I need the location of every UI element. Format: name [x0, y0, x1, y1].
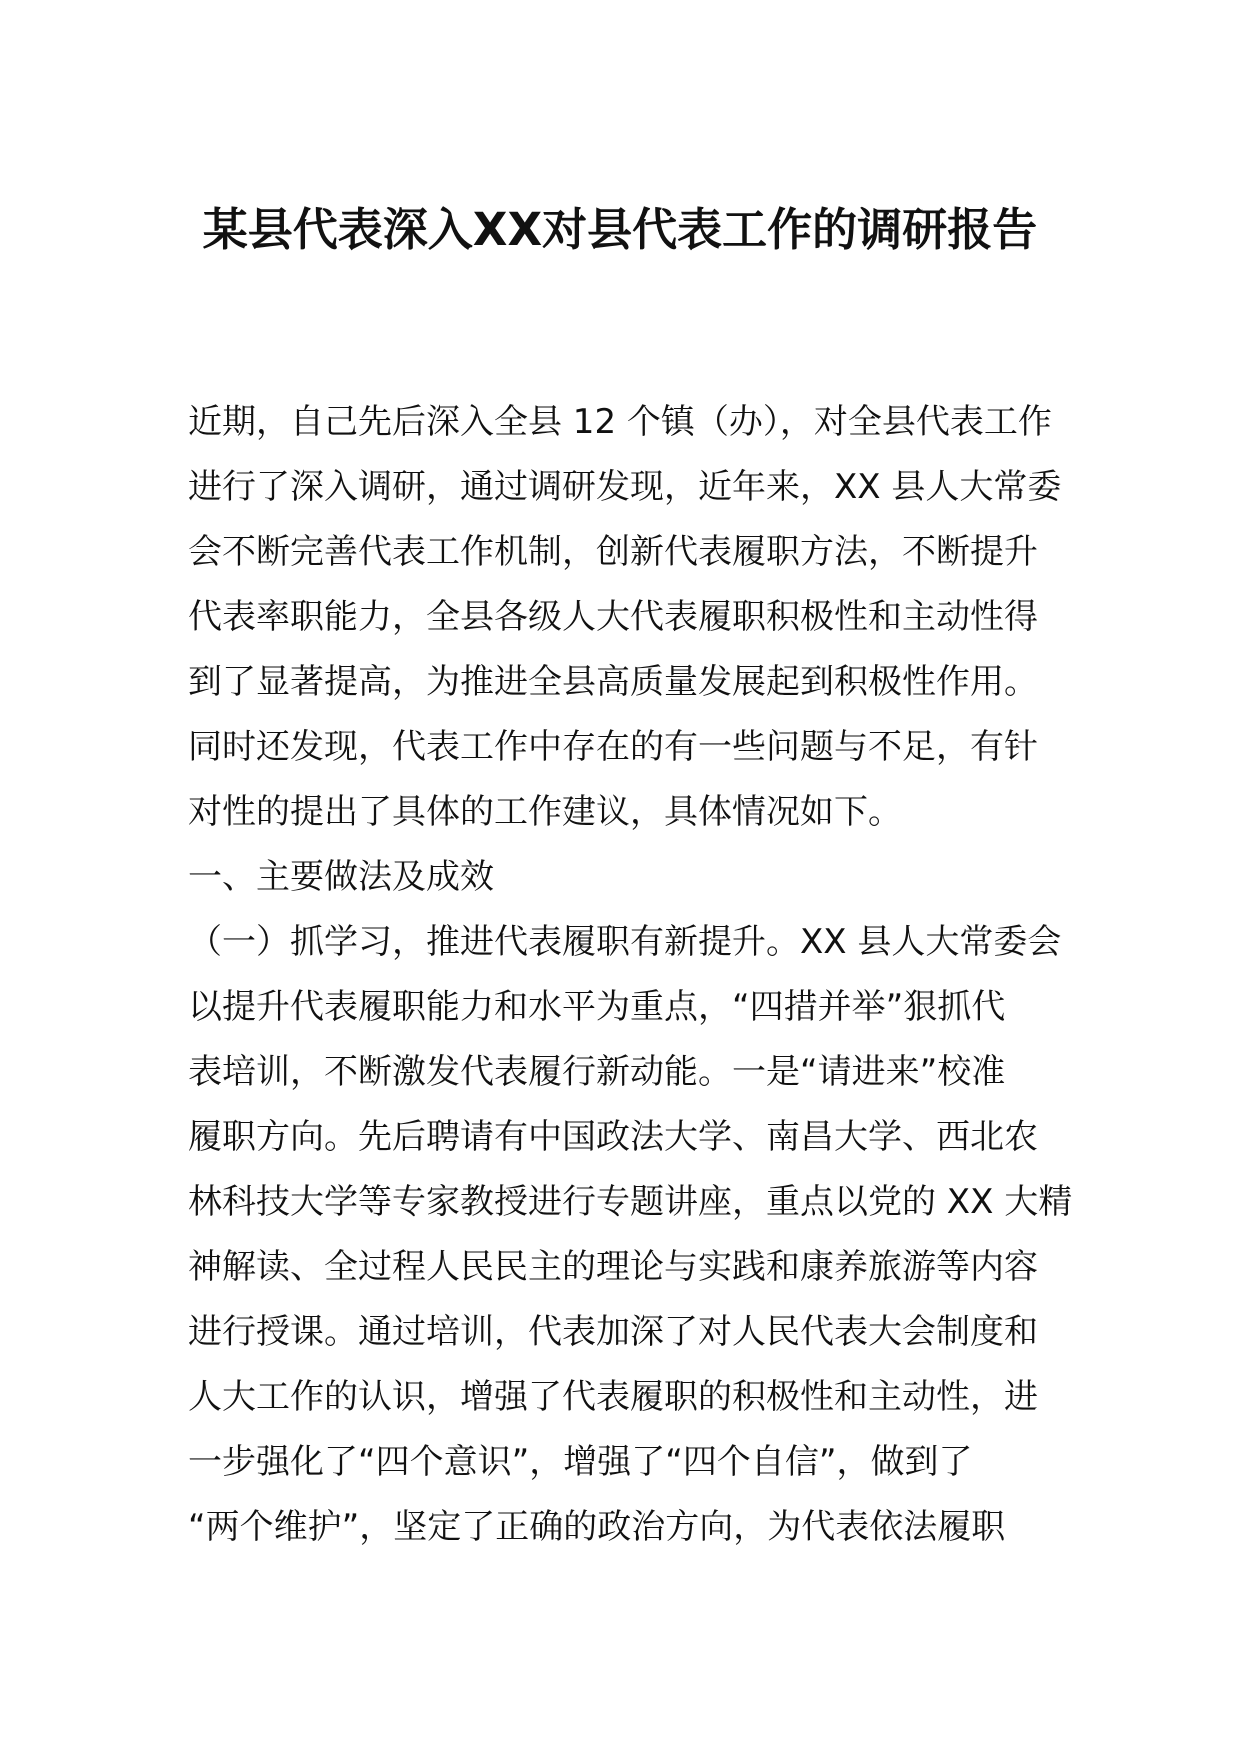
body-line: 林科技大学等专家教授进行专题讲座，重点以党的 XX 大精	[188, 1182, 1073, 1222]
body-line: 会不断完善代表工作机制，创新代表履职方法，不断提升	[188, 532, 1038, 572]
body-line: 对性的提出了具体的工作建议，具体情况如下。	[188, 792, 902, 832]
body-line: “两个维护”，坚定了正确的政治方向，为代表依法履职	[188, 1507, 1006, 1547]
body-line: 以提升代表履职能力和水平为重点，“四措并举”狠抓代	[188, 987, 1006, 1027]
body-line: 同时还发现，代表工作中存在的有一些问题与不足，有针	[188, 727, 1038, 767]
body-line: 到了显著提高，为推进全县高质量发展起到积极性作用。	[188, 662, 1038, 702]
body-line: 近期，自己先后深入全县 12 个镇（办），对全县代表工作	[188, 402, 1052, 442]
body-line: 一步强化了“四个意识”，增强了“四个自信”，做到了	[188, 1442, 973, 1482]
body-line: 人大工作的认识，增强了代表履职的积极性和主动性，进	[188, 1377, 1038, 1417]
document-body	[188, 390, 1073, 1560]
section-heading: 一、主要做法及成效	[188, 857, 494, 897]
body-line: 代表率职能力，全县各级人大代表履职积极性和主动性得	[188, 597, 1038, 637]
body-line: 表培训，不断激发代表履行新动能。一是“请进来”校准	[188, 1052, 1006, 1092]
body-line: 履职方向。先后聘请有中国政法大学、南昌大学、西北农	[188, 1117, 1038, 1157]
body-line: 神解读、全过程人民民主的理论与实践和康养旅游等内容	[188, 1247, 1038, 1287]
body-line: 进行了深入调研，通过调研发现，近年来，XX 县人大常委	[188, 467, 1062, 507]
body-line: 进行授课。通过培训，代表加深了对人民代表大会制度和	[188, 1312, 1038, 1352]
body-line: （一）抓学习，推进代表履职有新提升。XX 县人大常委会	[188, 922, 1062, 962]
document-title: 某县代表深入XX对县代表工作的调研报告	[202, 203, 1038, 256]
